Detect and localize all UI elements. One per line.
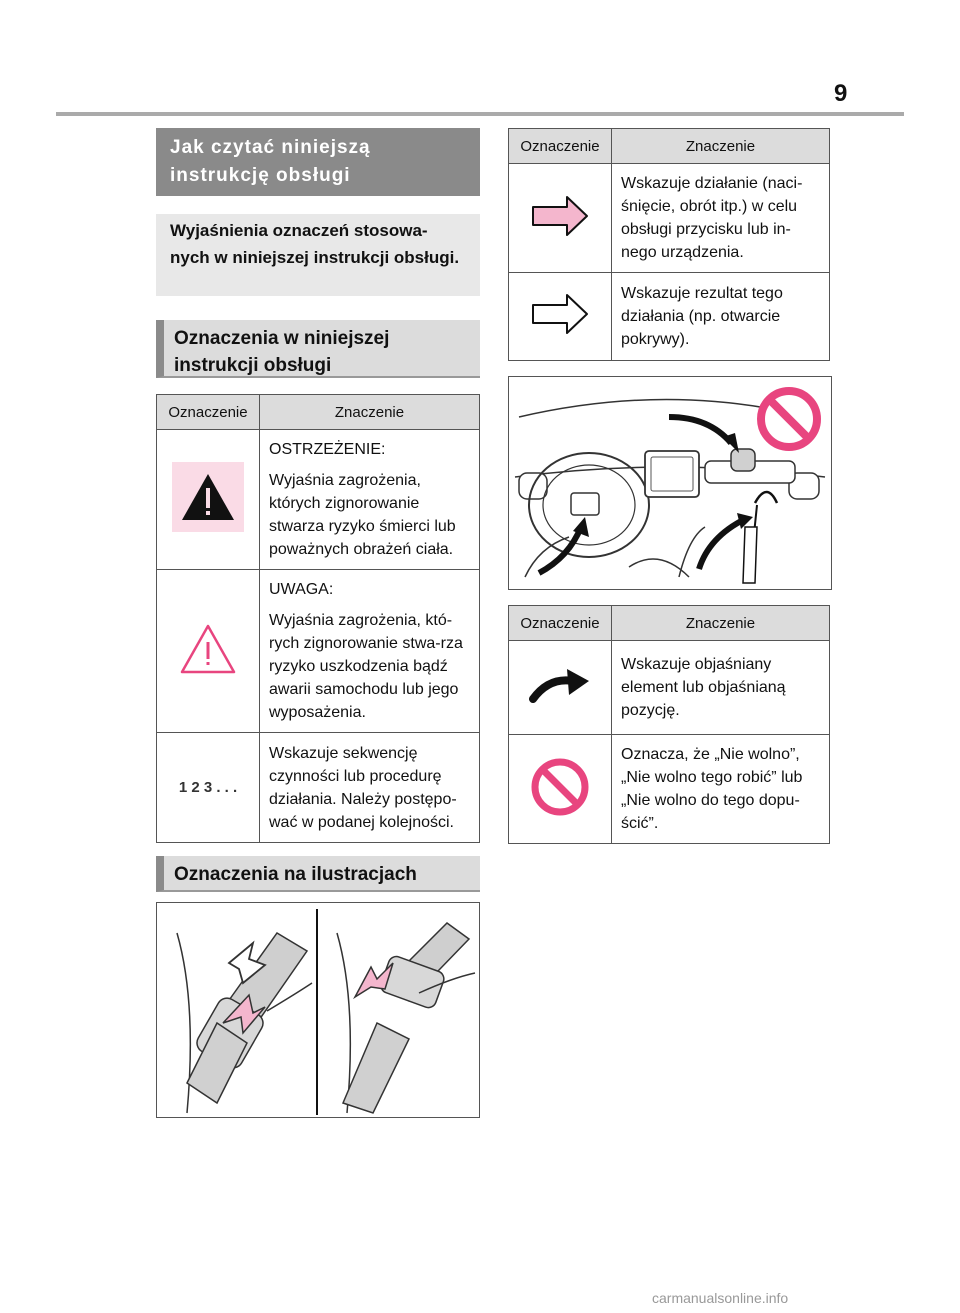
symbol-cell bbox=[157, 570, 260, 733]
meaning-cell bbox=[612, 273, 830, 361]
prohibition-text: Oznacza, że „Nie wolno”, „Nie wolno tego robić” lub „Nie wolno do tego dopu-ścić”. bbox=[621, 746, 803, 832]
table-row bbox=[157, 733, 480, 843]
illustration-symbols-table bbox=[508, 128, 830, 361]
symbol-cell bbox=[509, 164, 612, 273]
meaning-cell bbox=[260, 430, 480, 570]
col-symbol-header: Oznaczenie bbox=[157, 395, 260, 430]
symbol-cell bbox=[157, 733, 260, 843]
caution-title: UWAGA: bbox=[269, 581, 334, 598]
meaning-cell bbox=[612, 735, 830, 844]
table-row bbox=[157, 430, 480, 570]
warning-triangle-filled-icon bbox=[172, 462, 244, 532]
dashboard-drawing bbox=[509, 377, 831, 589]
col-symbol-header: Oznaczenie bbox=[509, 606, 612, 641]
meaning-cell bbox=[260, 733, 480, 843]
table-row bbox=[157, 570, 480, 733]
pointer-symbols-table bbox=[508, 605, 830, 844]
symbol-cell bbox=[509, 641, 612, 735]
col-meaning-header: Znaczenie bbox=[612, 606, 830, 641]
action-arrow-pink-icon bbox=[529, 193, 591, 239]
symbol-cell bbox=[509, 273, 612, 361]
sequence-text: Wskazuje sekwencję czynności lub procedurę działania. Należy postępo-wać w podanej kolejności. bbox=[269, 744, 457, 831]
col-symbol-header: Oznaczenie bbox=[509, 129, 612, 164]
warning-text: Wyjaśnia zagrożenia, których zignorowanie stwarza ryzyko śmierci lub poważnych obrażeń ciała. bbox=[269, 472, 456, 558]
section-illustrations-heading: Oznaczenia na ilustracjach bbox=[156, 856, 480, 892]
table-row bbox=[509, 641, 830, 735]
table-row bbox=[509, 273, 830, 361]
caution-triangle-outline-icon bbox=[178, 622, 238, 676]
footer-watermark: carmanualsonline.info bbox=[652, 1290, 789, 1306]
pointer-arrow-black-icon bbox=[529, 663, 591, 707]
meaning-cell bbox=[612, 641, 830, 735]
main-heading: Jak czytać niniejszą instrukcję obsługi bbox=[156, 128, 480, 196]
seatbelt-drawing bbox=[157, 903, 479, 1117]
symbol-cell bbox=[157, 430, 260, 570]
sequence-numbers-icon: 1 2 3 . . . bbox=[178, 778, 238, 796]
dashboard-illustration bbox=[508, 376, 832, 590]
intro-box: Wyjaśnienia oznaczeń stosowa-nych w niniejszej instrukcji obsługi. bbox=[156, 214, 480, 296]
result-text: Wskazuje rezultat tego działania (np. otwarcie pokrywy). bbox=[621, 285, 783, 348]
caution-text: Wyjaśnia zagrożenia, któ-rych zignorowanie stwa-rza ryzyko uszkodzenia bądź awarii samochodu lub jego wyposażenia. bbox=[269, 612, 463, 721]
symbols-table bbox=[156, 394, 480, 843]
meaning-cell bbox=[260, 570, 480, 733]
pointer-text: Wskazuje objaśniany element lub objaśnianą pozycję. bbox=[621, 656, 786, 719]
table-row bbox=[509, 735, 830, 844]
table-row bbox=[509, 164, 830, 273]
section-symbols-heading: Oznaczenia w niniejszej instrukcji obsługi bbox=[156, 320, 480, 378]
symbol-cell bbox=[509, 735, 612, 844]
result-arrow-outline-icon bbox=[529, 291, 591, 337]
header-divider bbox=[56, 112, 904, 116]
meaning-cell bbox=[612, 164, 830, 273]
prohibition-sign-icon bbox=[529, 756, 591, 818]
col-meaning-header: Znaczenie bbox=[260, 395, 480, 430]
seatbelt-illustration bbox=[156, 902, 480, 1118]
page-number: 9 bbox=[834, 80, 848, 107]
col-meaning-header: Znaczenie bbox=[612, 129, 830, 164]
warning-title: OSTRZEŻENIE: bbox=[269, 441, 386, 458]
action-text: Wskazuje działanie (naci-śnięcie, obrót itp.) w celu obsługi przycisku lub in-nego urządzenia. bbox=[621, 175, 803, 261]
